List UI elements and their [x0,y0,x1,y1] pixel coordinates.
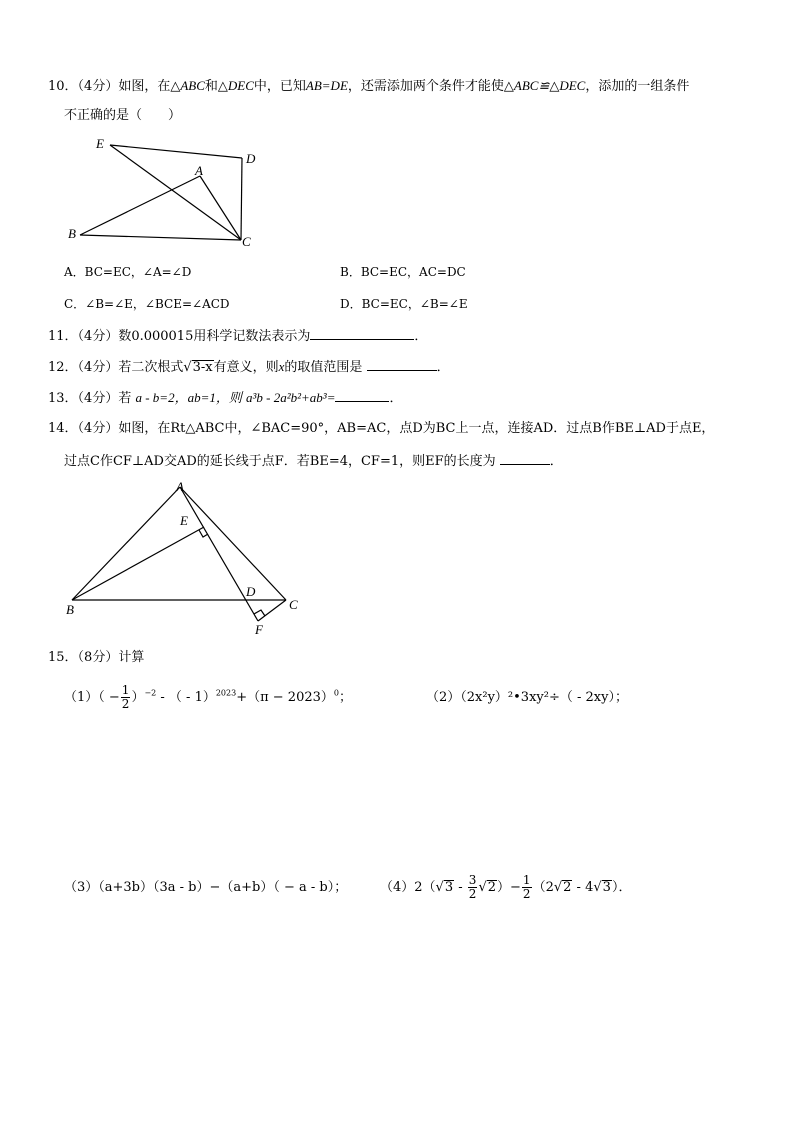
q15-p4-num2: 1 [522,873,531,887]
q10-figure [60,132,270,252]
q10-option-b: B．BC=EC，AC=DC [340,265,466,279]
q15-p1-exp1: −2 [144,688,157,698]
q15-p1-numerator: 1 [121,683,130,697]
q13-line [48,389,402,407]
q14-figure [60,476,310,641]
q15-p4-minus1: - [454,880,467,895]
q13-end: ． [389,391,403,406]
label-A: A [176,479,184,494]
q15-p4-radicand3: 2 [563,880,572,895]
q15-p4-radicand4: 3 [602,880,611,895]
q10-option-c: C．∠B=∠E，∠BCE=∠ACD [64,297,230,311]
radical-sign: √ [553,880,563,895]
q12-var-x: x [278,359,285,374]
q12-text-pre: 12．（4分）若二次根式 [48,360,184,375]
q15-p4-pre: （4）2（ [380,880,436,895]
q14-text: 过点C作CF⊥AD交AD的延长线于点F．若BE=4，CF=1，则EF的长度为 [64,454,496,469]
q11-text: 11．（4分）数0.000015用科学记数法表示为 [48,329,311,344]
q14-line1: 14．（4分）如图，在Rt△ABC中，∠BAC=90°，AB=AC，点D为BC上一点，连接AD．过点B作BE⊥AD于点E， [48,421,715,436]
q10-text-b: 和△ [204,79,228,94]
q13-text-pre: 13．（4分）若 [48,391,132,406]
q12-text-mid: 有意义，则 [213,360,279,375]
q14-line2 [64,452,563,470]
q14-end: ． [549,454,563,469]
q15-p4-radicand1: 3 [444,880,454,895]
radical-sign: √ [593,880,602,895]
q10-abc: ABC [180,78,205,93]
q15-p4-radicand2: 2 [487,880,497,895]
q12-answer-blank[interactable] [367,358,437,371]
q15-part4 [380,874,631,902]
q14-figure-lines [72,487,286,621]
q15-p1-post: ） [131,690,145,705]
q10-ab-de: AB=DE [305,78,348,93]
label-D: D [246,151,256,166]
q12-text-post: 的取值范围是 [284,360,363,375]
label-B: B [66,602,74,617]
q15-p1-tail: +（π − 2023） [236,690,334,705]
label-C: C [289,597,298,612]
q13-expression: a³b - 2a²b²+ab³= [246,390,336,405]
q10-number: 10．（4分） [48,79,119,94]
label-B: B [68,226,76,241]
q12-end: ． [436,360,450,375]
label-A: A [195,163,203,178]
q15-p4-num1: 3 [468,873,477,887]
q15-p1-denominator: 2 [121,697,130,711]
radical-sign: √ [183,360,192,375]
q10-dec: DEC [227,78,254,93]
q15-p1-mid: - （ - 1） [156,690,216,705]
label-F: F [255,622,263,637]
q15-p1-exp3: 0 [333,688,339,698]
q12-line [48,358,450,376]
label-D: D [246,584,256,599]
q15-p1-fraction [121,684,131,711]
label-E: E [180,513,188,528]
q13-cond1: a - b=2， [135,390,188,405]
q15-p1-end: ； [338,690,352,705]
q13-cond2: ab=1，则 [187,390,242,405]
q13-answer-blank[interactable] [335,389,389,402]
q11-end: ． [414,329,428,344]
q10-congruence: ABC≌△DEC [513,78,586,93]
q11-answer-blank[interactable] [310,327,414,340]
label-E: E [96,136,104,151]
q15-p4-mid2: ）− [497,880,521,895]
q15-p4-mid3: （2 [532,880,554,895]
q10-option-a: A．BC=EC，∠A=∠D [64,265,192,279]
q10-text-d: ，还需添加两个条件才能使△ [347,79,514,94]
q15-title: 15．（8分）计算 [48,650,145,665]
q12-radicand: 3-x [192,360,213,375]
q15-p4-den2: 2 [522,887,531,901]
q15-p4-end: ）． [611,880,632,895]
q15-p4-fraction1 [468,874,478,901]
q15-p4-mid4: - 4 [572,880,594,895]
q10-option-d: D．BC=EC，∠B=∠E [340,297,468,311]
q11-line [48,327,427,345]
radical-sign: √ [478,880,487,895]
q10-line2: 不正确的是（ ） [64,108,182,123]
q15-part2: （2）（2x²y）²•3xy²÷（ - 2xy）； [426,690,628,705]
radical-sign: √ [435,880,444,895]
q14-answer-blank[interactable] [500,452,550,465]
label-C: C [242,234,251,249]
q15-p4-den1: 2 [468,887,477,901]
q15-part1 [64,684,352,712]
q10-figure-lines [80,145,242,240]
q15-p4-fraction2 [522,874,532,901]
q10-text-c: 中，已知 [253,79,306,94]
q10-text-e: ，添加的一组条件 [585,79,690,94]
q15-p1-exp2: 2023 [215,688,237,698]
q10-line1 [48,78,689,95]
q15-part3: （3）（a+3b）（3a - b）−（a+b）（ − a - b）； [64,880,348,895]
q10-text-a: 如图，在△ [118,79,181,94]
q15-p1-pre: （1）（ − [64,690,120,705]
